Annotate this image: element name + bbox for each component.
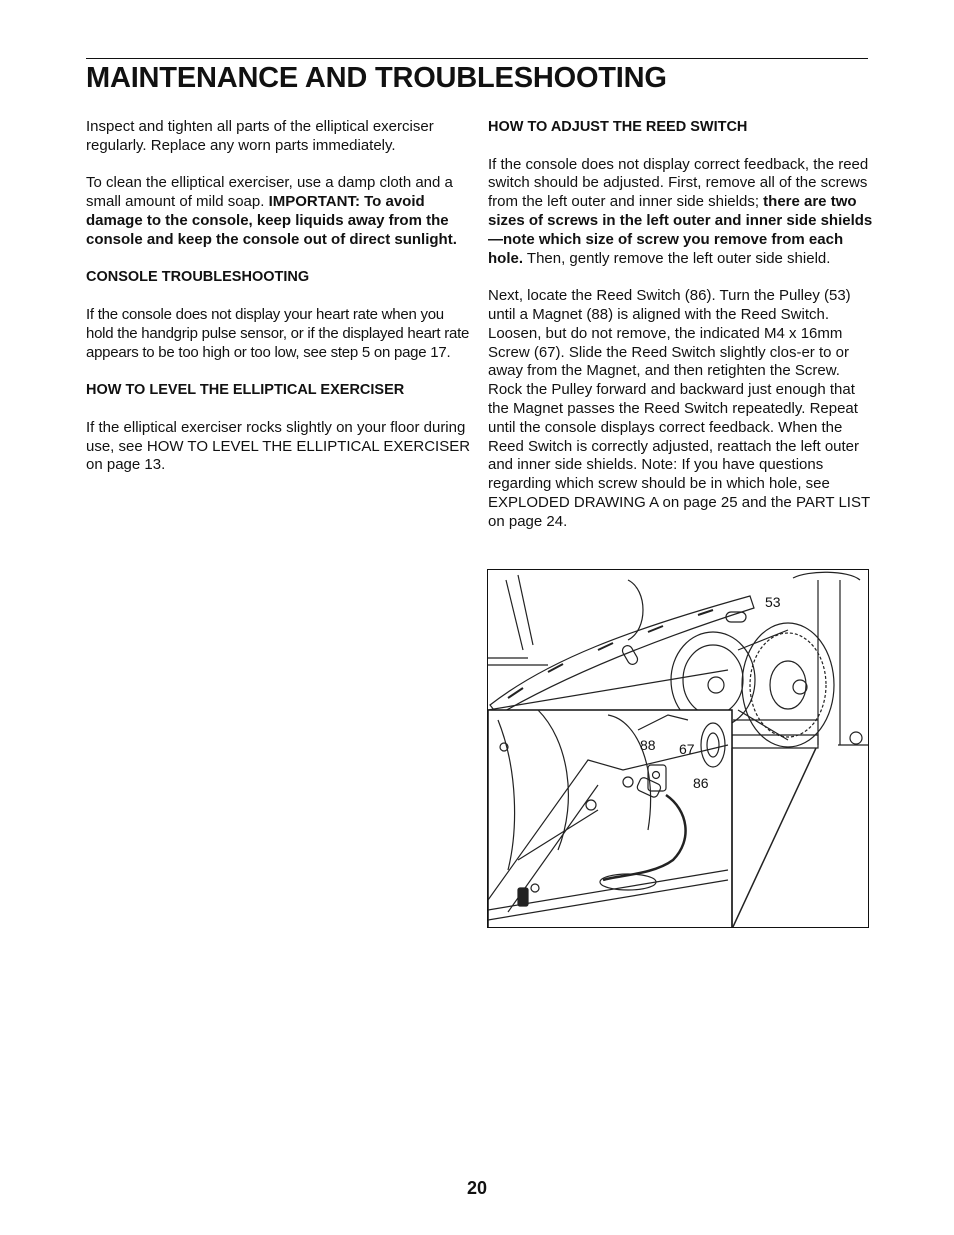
callout-88-magnet: 88 xyxy=(640,737,656,753)
left-column xyxy=(86,118,472,494)
console-troubleshooting-heading: CONSOLE TROUBLESHOOTING xyxy=(86,269,310,286)
right-column xyxy=(488,118,874,550)
reed-switch-illustration xyxy=(487,569,869,928)
reed-switch-heading: HOW TO ADJUST THE REED SWITCH xyxy=(488,119,748,135)
page-number: 20 xyxy=(466,1178,488,1198)
level-heading: HOW TO LEVEL THE ELLIPTICAL EXERCISER xyxy=(86,382,405,399)
reed-switch-steps-paragraph: Next, locate the Reed Switch (86). Turn the Pulley (53) until a Magnet (88) is aligned with the Reed Switch. Loosen, but do not remove, the indicated M4 x 16mm Screw (67). Slide the Reed Switch slightly clos-er to or away from the Magnet, and then retighten the Screw. Rock the Pulley forward and backward just enough that the Magnet passes the Reed Switch repeatedly. Repeat until the console displays correct feedback. When the Reed Switch is correctly adjusted, reattach the left outer and inner side shields. Note: If you have questions regarding which screw should be in which hole, see EXPLODED DRAWING A on page 25 and the PART LIST on page 24. xyxy=(488,287,870,530)
callout-67-screw: 67 xyxy=(679,741,695,757)
inspect-paragraph: Inspect and tighten all parts of the elliptical exerciser regularly. Replace any worn parts immediately. xyxy=(86,118,434,154)
console-troubleshooting-paragraph: If the console does not display your heart rate when you hold the handgrip pulse sensor, or if the displayed heart rate appears to be too high or too low, see step 5 on page 17. xyxy=(86,305,470,361)
callout-86-reed-switch: 86 xyxy=(693,775,709,791)
header-rule xyxy=(86,58,868,59)
callout-53-pulley: 53 xyxy=(765,594,781,610)
cleaning-important-note: IMPORTANT: To avoid damage to the console, keep liquids away from the console and keep the console out of direct sunlight. xyxy=(86,193,457,248)
level-paragraph: If the elliptical exerciser rocks slightly on your floor during use, see HOW TO LEVEL THE ELLIPTICAL EXERCISER on page 13. xyxy=(86,418,471,474)
reed-switch-intro-paragraph: If the console does not display correct feedback, the reed switch should be adjusted. First, remove all of the screws from the left outer and inner side shields; there are two sizes of screws in the left outer and inner side shields—note which size of screw you remove from each hole. Then, gently remove the left outer side shield. xyxy=(488,155,873,267)
screw-size-warning: there are two sizes of screws in the left outer and inner side shields—note which size of screw you remove from each hole. xyxy=(488,193,873,267)
page-title: MAINTENANCE AND TROUBLESHOOTING xyxy=(86,62,667,94)
cleaning-paragraph: To clean the elliptical exerciser, use a damp cloth and a small amount of mild soap. IMPORTANT: To avoid damage to the console, keep liquids away from the console and keep the console out of direct sunlight. xyxy=(86,174,457,248)
